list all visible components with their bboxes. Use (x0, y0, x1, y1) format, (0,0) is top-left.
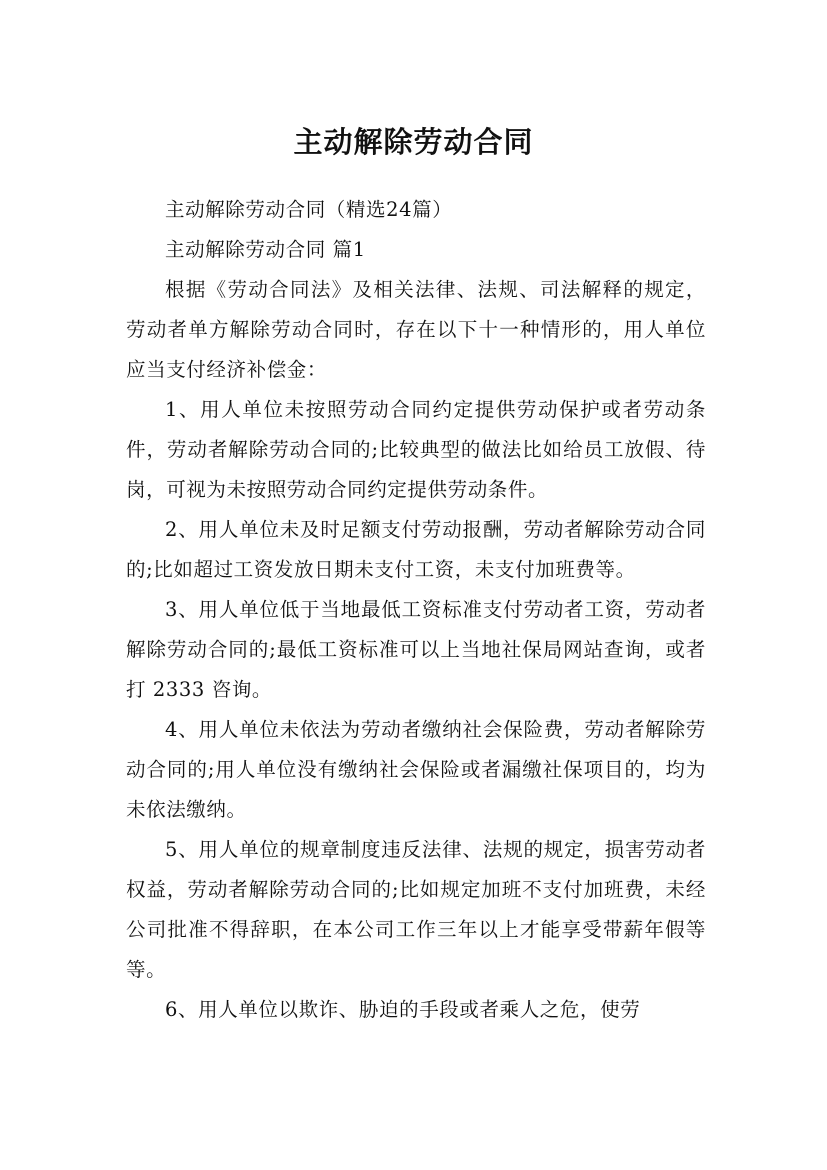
clause-3-paragraph: 3、用人单位低于当地最低工资标准支付劳动者工资，劳动者解除劳动合同的;最低工资标准可以上当地社保局网站查询，或者打 2333 咨询。 (126, 598, 706, 701)
document-body (126, 190, 706, 1030)
clause-1-paragraph: 1、用人单位未按照劳动合同约定提供劳动保护或者劳动条件，劳动者解除劳动合同的;比较典型的做法比如给员工放假、待岗，可视为未按照劳动合同约定提供劳动条件。 (126, 398, 706, 501)
clause-6-paragraph: 6、用人单位以欺诈、胁迫的手段或者乘人之危，使劳 (165, 998, 641, 1021)
intro-paragraph: 根据《劳动合同法》及相关法律、法规、司法解释的规定，劳动者单方解除劳动合同时，存在以下十一种情形的，用人单位应当支付经济补偿金： (126, 278, 706, 381)
clause-5-paragraph: 5、用人单位的规章制度违反法律、法规的规定，损害劳动者权益，劳动者解除劳动合同的;比如规定加班不支付加班费，未经公司批准不得辞职，在本公司工作三年以上才能享受带薪年假等等。 (126, 838, 706, 981)
clause-4-paragraph: 4、用人单位未依法为劳动者缴纳社会保险费，劳动者解除劳动合同的;用人单位没有缴纳社会保险或者漏缴社保项目的，均为未依法缴纳。 (126, 718, 706, 821)
clause-2-paragraph: 2、用人单位未及时足额支付劳动报酬，劳动者解除劳动合同的;比如超过工资发放日期未支付工资，未支付加班费等。 (126, 518, 706, 581)
subtitle-paragraph: 主动解除劳动合同（精选24篇） (165, 198, 453, 221)
section-heading: 主动解除劳动合同 篇1 (165, 238, 366, 261)
document-title: 主动解除劳动合同 (293, 125, 534, 160)
